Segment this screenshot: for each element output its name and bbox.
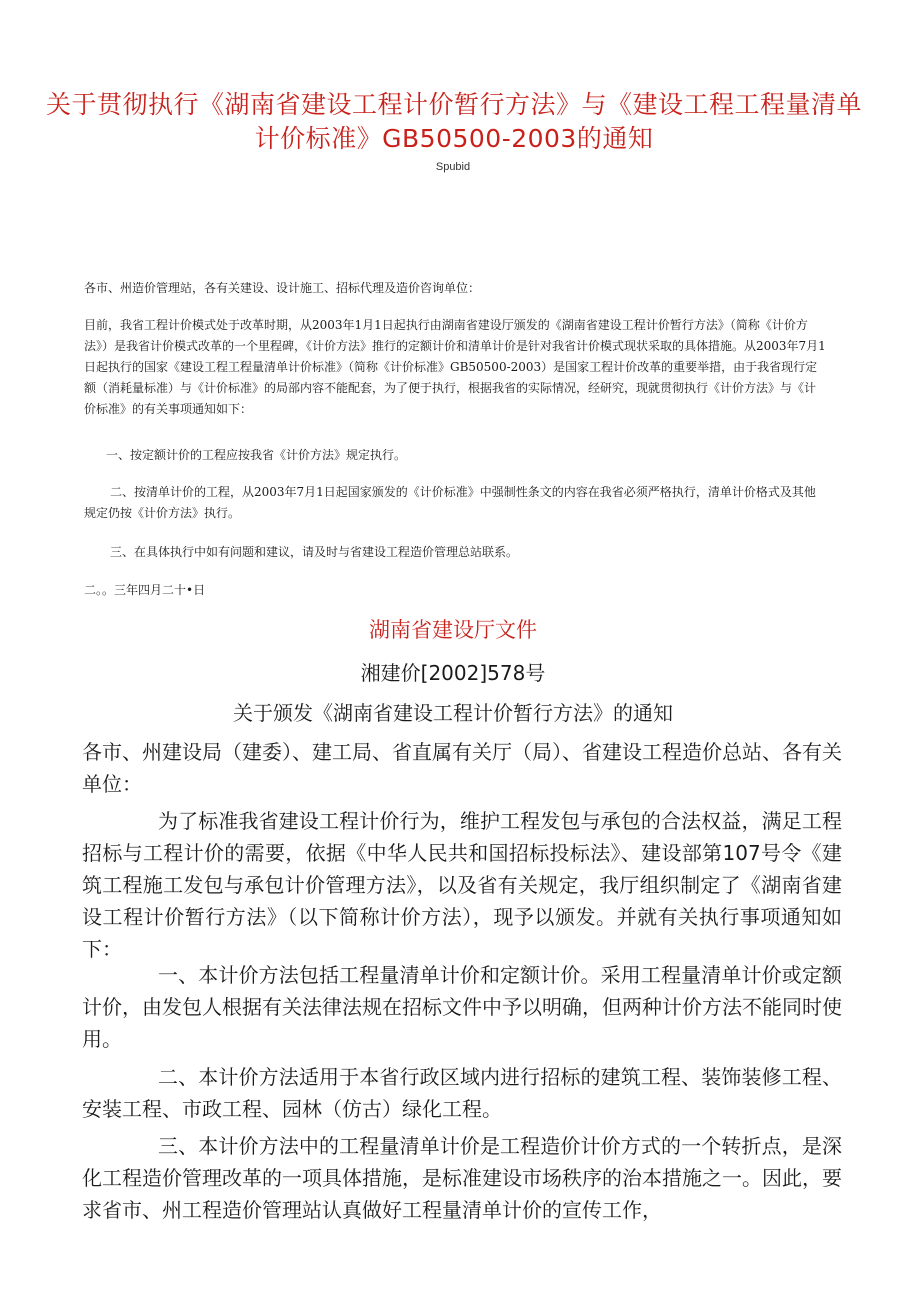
document-number: 湘建价[2002]578号 bbox=[360, 661, 546, 685]
intro-paragraph bbox=[84, 315, 826, 420]
addressee-line bbox=[84, 278, 826, 299]
second-item-3-text: 三、本计价方法中的工程量清单计价是工程造价计价方式的一个转折点，是深化工程造价管理改革的一项具体措施，是标准建设市场秩序的治本措施之一。因此，要求省市、州工程造价管理站认真做好工程量清单计价的宣传工作， bbox=[82, 1134, 842, 1222]
notice-title-line2: 计价标准》GB50500-2003的通知 bbox=[254, 124, 654, 153]
issuer-heading: 湖南省建设厅文件 bbox=[369, 618, 537, 642]
second-para1-text: 为了标准我省建设工程计价行为，维护工程发包与承包的合法权益，满足工程招标与工程计价的需要，依据《中华人民共和国招标投标法》、建设部第107号令《建筑工程施工发包与承包计价管理方法》，以及省有关规定，我厅组织制定了《湖南省建设工程计价暂行方法》（以下简称计价方法），现予以颁发。并就有关执行事项通知如下： bbox=[82, 809, 842, 961]
item-1-text: 一、按定额计价的工程应按我省《计价方法》规定执行。 bbox=[106, 448, 407, 462]
item-3-text: 三、在具体执行中如有问题和建议，请及时与省建设工程造价管理总站联系。 bbox=[110, 545, 519, 559]
item-2 bbox=[84, 482, 826, 524]
second-addressee bbox=[82, 736, 842, 800]
second-item-2 bbox=[82, 1061, 842, 1125]
item-1 bbox=[84, 445, 826, 466]
notice-title-line1: 关于贯彻执行《湖南省建设工程计价暂行方法》与《建设工程工程量清单 bbox=[45, 90, 862, 119]
second-item-3 bbox=[82, 1130, 842, 1226]
item-3 bbox=[84, 542, 826, 563]
second-para1 bbox=[82, 805, 842, 965]
second-item-2-text: 二、本计价方法适用于本省行政区域内进行招标的建筑工程、装饰装修工程、安装工程、市政工程、园林（仿古）绿化工程。 bbox=[82, 1065, 842, 1121]
addressee-text: 各市、州造价管理站，各有关建设、设计施工、招标代理及造价咨询单位： bbox=[84, 281, 481, 295]
notice-title bbox=[24, 88, 884, 156]
author-byline: Spubid bbox=[435, 161, 471, 173]
second-addressee-text: 各市、州建设局（建委）、建工局、省直属有关厅（局）、省建设工程造价总站、各有关单位： bbox=[82, 740, 842, 796]
second-notice-title: 关于颁发《湖南省建设工程计价暂行方法》的通知 bbox=[233, 701, 673, 725]
second-item-1-text: 一、本计价方法包括工程量清单计价和定额计价。采用工程量清单计价或定额计价，由发包人根据有关法律法规在招标文件中予以明确，但两种计价方法不能同时使用。 bbox=[82, 963, 842, 1051]
item-2-text: 二、按清单计价的工程，从2003年7月1日起国家颁发的《计价标准》中强制性条文的内容在我省必须严格执行，清单计价格式及其他规定仍按《计价方法》执行。 bbox=[84, 485, 816, 520]
notice-date: 二。。三年四月二十•日 bbox=[84, 583, 206, 597]
second-item-1 bbox=[82, 959, 842, 1055]
intro-text: 目前，我省工程计价模式处于改革时期，从2003年1月1日起执行由湖南省建设厅颁发的《湖南省建设工程计价暂行方法》（简称《计价方法》）是我省计价模式改革的一个里程碑，《计价方法》推行的定额计价和清单计价是针对我省计价模式现状采取的具体措施。从2003年7月1日起执行的国家《建设工程工程量清单计价标准》（简称《计价标准》GB50500-2003）是国家工程计价改革的重要举措，由于我省现行定额（消耗量标准）与《计价标准》的局部内容不能配套，为了便于执行，根据我省的实际情况，经研究，现就贯彻执行《计价方法》与《计价标准》的有关事项通知如下： bbox=[84, 318, 826, 416]
